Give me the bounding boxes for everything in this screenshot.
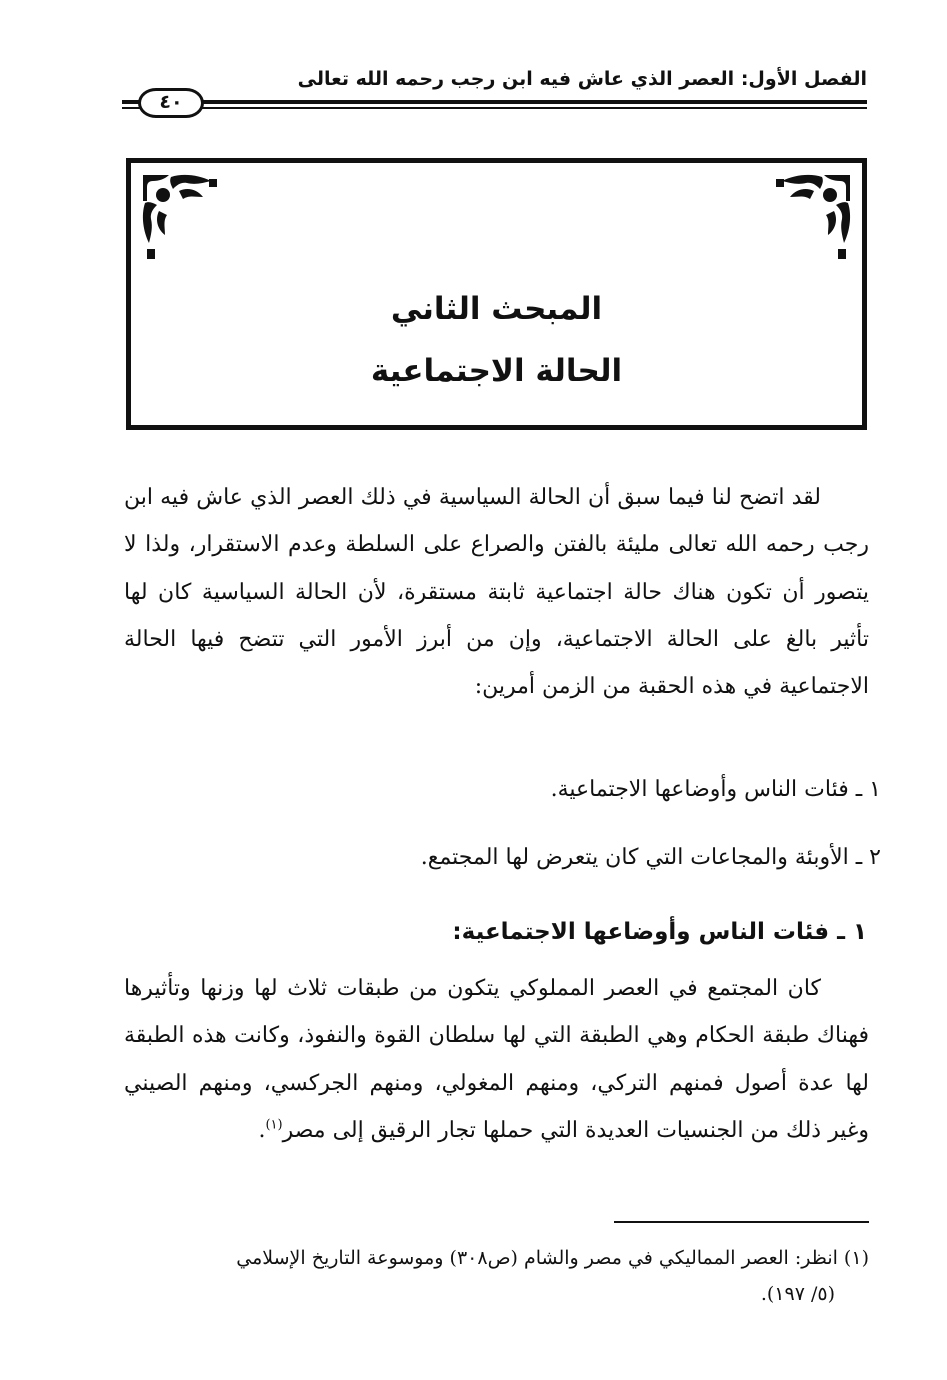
running-title: الفصل الأول: العصر الذي عاش فيه ابن رجب رحمه الله تعالى <box>297 68 867 90</box>
chapter-title-frame <box>126 158 867 430</box>
footnote-line: (١) انظر: العصر المماليكي في مصر والشام (ص٣٠٨) وموسوعة التاريخ الإسلامي <box>236 1247 869 1269</box>
floral-corner-ornament-icon <box>139 171 219 261</box>
footnote-line: (٥/ ١٩٧). <box>760 1283 835 1305</box>
header-rule-thin <box>122 107 867 109</box>
paragraph-end: . <box>258 1117 266 1143</box>
section-title: المبحث الثاني <box>390 291 603 327</box>
page-number: ٤٠ <box>138 88 204 118</box>
footnote-separator <box>614 1221 869 1223</box>
paragraph-text: كان المجتمع في العصر المملوكي يتكون من طبقات ثلاث لها وزنها وتأثيرها فهناك طبقة الحكام وهي الطبقة التي لها سلطان القوة والنفوذ، وكانت هذه الطبقة لها عدة أصول فمنهم التركي، ومنهم المغولي، ومنهم الجركسي، ومنهم الصيني وغير ذلك من الجنسيات العديدة التي حملها تجار الرقيق إلى مصر <box>124 976 869 1143</box>
list-item: ١ ـ فئات الناس وأوضاعها الاجتماعية. <box>550 777 881 802</box>
floral-corner-ornament-icon <box>774 171 854 261</box>
running-header <box>122 62 867 114</box>
subsection-heading: ١ ـ فئات الناس وأوضاعها الاجتماعية: <box>452 919 867 945</box>
section-subtitle: الحالة الاجتماعية <box>370 353 623 389</box>
intro-paragraph: لقد اتضح لنا فيما سبق أن الحالة السياسية في ذلك العصر الذي عاش فيه ابن رجب رحمه الله تعالى مليئة بالفتن والصراع على السلطة وعدم الاستقرار، ولذا لا يتصور أن تكون هناك حالة اجتماعية ثابتة مستقرة، لأن الحالة السياسية كان لها تأثير بالغ على الحالة الاجتماعية، وإن من أبرز الأمور التي تتضح فيها الحالة الاجتماعية في هذه الحقبة من الزمن أمرين: <box>124 485 869 700</box>
footnote <box>124 1240 869 1312</box>
list-item: ٢ ـ الأوبئة والمجاعات التي كان يتعرض لها المجتمع. <box>420 845 881 870</box>
header-rule <box>122 100 867 104</box>
footnote-reference[interactable]: (١) <box>265 1117 283 1133</box>
body-paragraph <box>124 965 869 1154</box>
